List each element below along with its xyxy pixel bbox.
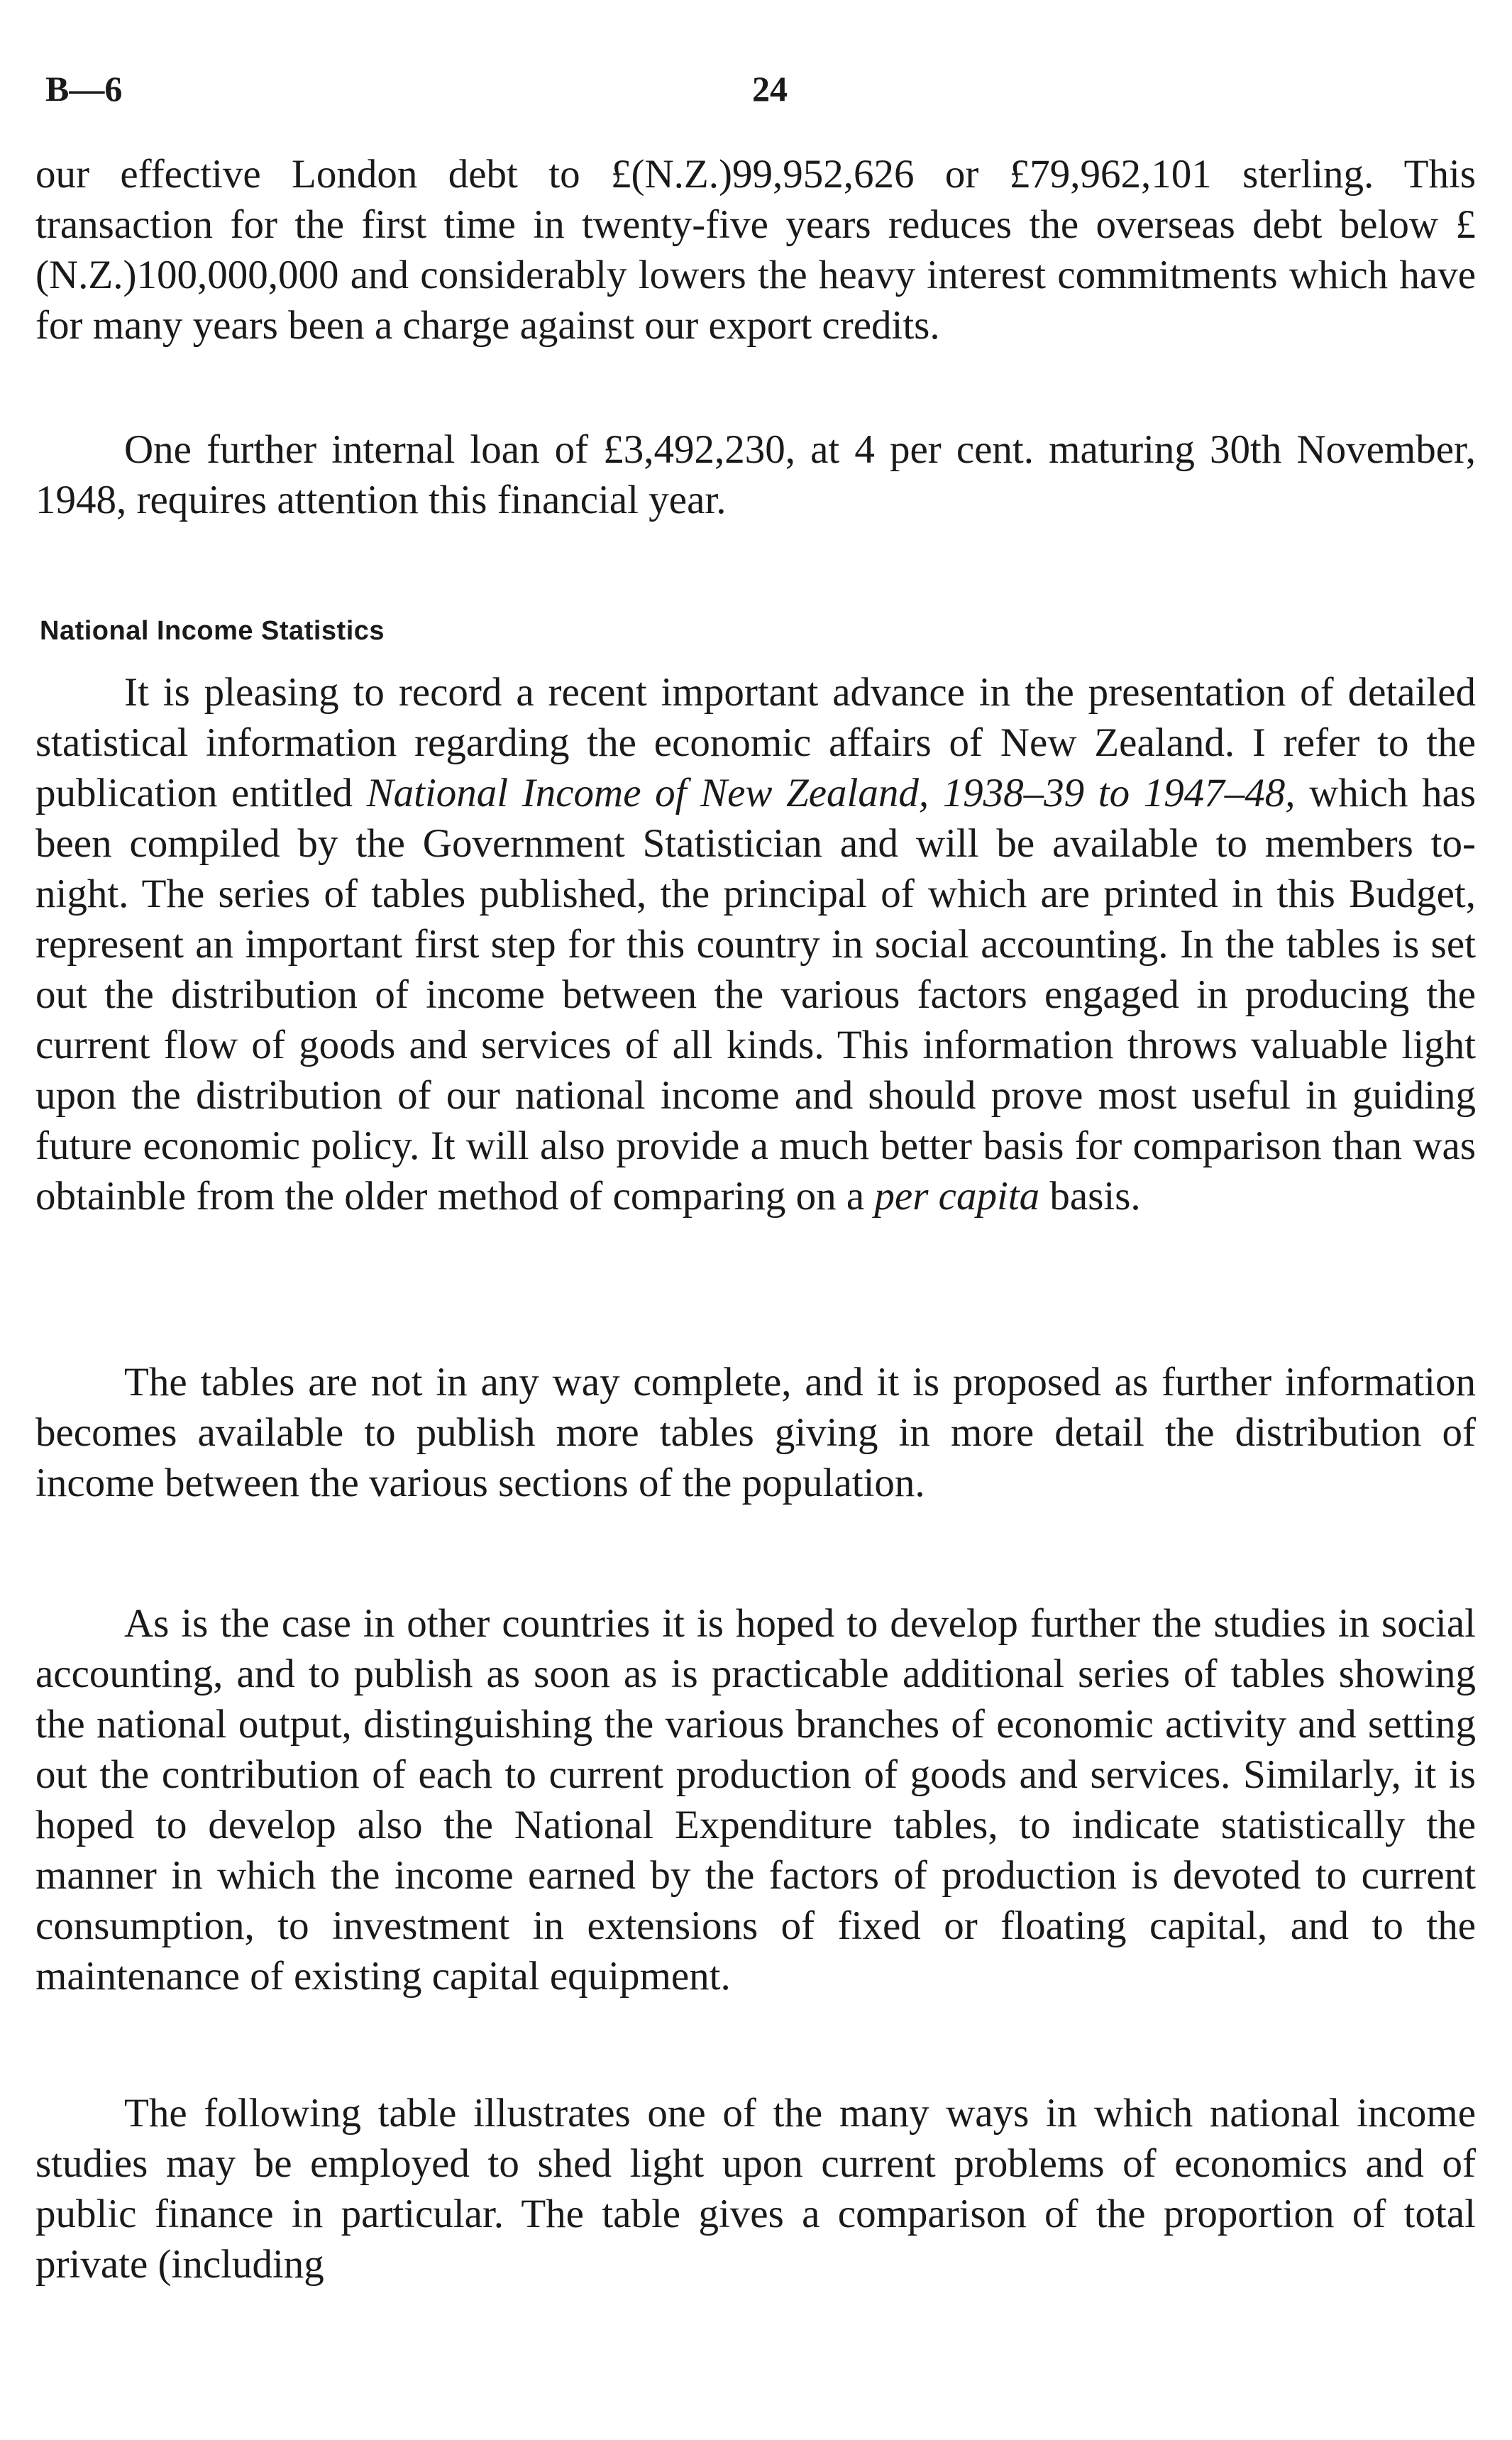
page-number: 24 (752, 69, 788, 109)
text-segment: basis. (1049, 1174, 1141, 1219)
paragraph-text: The following table illustrates one of the many ways in which national income studies may be employed to shed light upon current problems of economics and of public finance in particular. The table gives a comparison of the proportion of total private (including (35, 2091, 1476, 2287)
latin-phrase: per capita (874, 1174, 1040, 1219)
publication-title: National Income of New Zealand, 1938–39 to 1947–48, (366, 771, 1296, 815)
paragraph-text (35, 667, 1476, 1221)
paragraph-following-table (35, 2088, 1476, 2290)
paragraph-national-income-publication (35, 667, 1476, 1221)
paragraph-london-debt (35, 149, 1476, 351)
paragraph-text: The tables are not in any way complete, and it is proposed as further information becomes available to publish more tables giving in more detail the distribution of income between the various sections of the population. (35, 1360, 1476, 1505)
paragraph-text: our effective London debt to £(N.Z.)99,952,626 or £79,962,101 sterling. This transaction for the first time in twenty-five years reduces the overseas debt below £(N.Z.)100,000,000 and considerably lowers the heavy interest commitments which have for many years been a charge against our export credits. (35, 152, 1476, 348)
paragraph-internal-loan (35, 424, 1476, 525)
page-header (35, 68, 1479, 118)
paragraph-text: As is the case in other countries it is hoped to develop further the studies in social accounting, and to publish as soon as is practicable additional series of tables showing the national output, distinguishing the various branches of economic activity and setting out the contribution of each to current production of goods and services. Similarly, it is hoped to develop also the National Expenditure tables, to indicate statistically the manner in which the income earned by the factors of production is devoted to current consumption, to investment in extensions of fixed or floating capital, and to the maintenance of existing capital equipment. (35, 1601, 1476, 1999)
paragraph-text: One further internal loan of £3,492,230, at 4 per cent. maturing 30th November, 1948, requires attention this financial year. (35, 427, 1476, 522)
paragraph-social-accounting (35, 1598, 1476, 2001)
text-segment: which has been compiled by the Government Statistician and will be available to members to-night. The series of tables published, the principal of which are printed in this Budget, represent an important first step for this country in social accounting. In the tables is set out the distribution of income between the various factors engaged in producing the current flow of goods and services of all kinds. This information throws valuable light upon the distribution of our national income and should prove most useful in guiding future economic policy. It will also provide a much better basis for comparison than was obtainble from the older method of comparing on a (35, 771, 1476, 1219)
parliamentary-paper-code: B—6 (45, 69, 123, 109)
section-heading: National Income Statistics (40, 616, 385, 646)
paragraph-tables-incomplete (35, 1357, 1476, 1508)
text-segment: It is pleasing to record a recent important advance in the presentation of detailed statistical information regarding the economic affairs of New Zealand. I refer to the publication entitled (35, 670, 1476, 815)
